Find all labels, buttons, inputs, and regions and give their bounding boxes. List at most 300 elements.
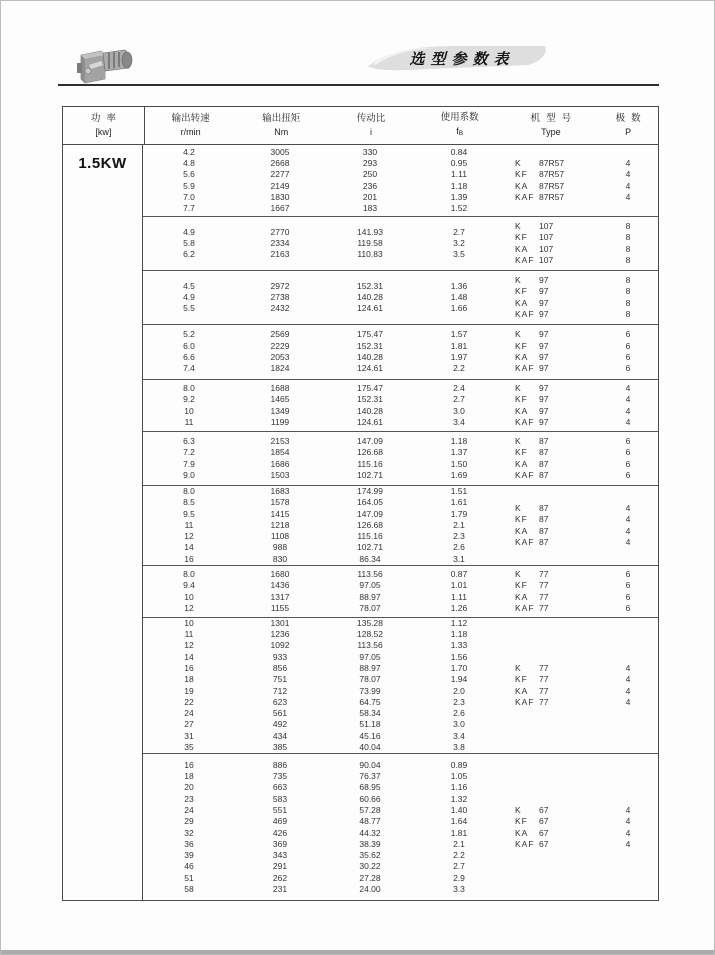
torque-cell: 1415 [270,508,290,519]
type-cell [503,663,598,674]
model-row [503,816,658,827]
type-cell [503,459,598,470]
service-factor-cell: 2.9 [453,872,465,883]
type-prefix: K [515,568,522,579]
type-prefix: KAF [515,254,535,265]
speed-cell: 39 [184,850,194,861]
table-row [143,580,503,591]
speed-cell: 10 [184,617,194,628]
poles-cell: 6 [625,580,631,591]
torque-cell: 988 [272,542,288,553]
speed-cell: 6.3 [183,435,195,446]
ratio-cell: 27.28 [359,872,381,883]
speed-cell: 11 [184,519,194,530]
column-header-type-cn: 机型号 [530,113,578,125]
type-size: 87 [539,536,549,547]
type-prefix: KAF [515,191,535,202]
ratio-cell: 141.93 [357,226,383,237]
type-cell [503,244,598,255]
service-factor-cell: 2.6 [453,542,465,553]
model-row [503,603,658,614]
table-row [143,652,503,663]
service-factor-cell: 2.1 [453,519,465,530]
type-prefix: KA [515,591,529,602]
model-row [503,417,658,428]
model-row [503,697,658,708]
table-row [143,181,503,192]
table-row [143,459,503,470]
ratio-cell: 124.61 [357,363,383,374]
ratio-cell: 45.16 [359,730,381,741]
type-cell [503,417,598,428]
poles-cell: 4 [625,382,631,393]
ratio-cell: 86.34 [359,553,381,564]
type-size: 97 [539,340,549,351]
ratio-cell: 236 [362,180,378,191]
ratio-cell: 76.37 [359,771,381,782]
ratio-group-block [143,325,658,380]
type-prefix: KAF [515,363,535,374]
poles-cell: 4 [625,816,631,827]
speed-cell: 5.5 [183,303,195,314]
speed-cell: 18 [184,771,194,782]
poles-cell: 6 [625,329,631,340]
ratio-cell: 147.09 [357,508,383,519]
model-row [503,341,658,352]
type-size: 77 [539,591,549,602]
ratio-cell: 38.39 [359,838,381,849]
service-factor-cell: 1.33 [450,640,468,651]
type-prefix: K [515,502,522,513]
speed-cell: 4.8 [183,157,195,168]
speed-cell: 8.0 [183,382,195,393]
speed-cell: 5.9 [183,180,195,191]
type-size: 97 [539,363,549,374]
title-banner [365,44,551,72]
ratio-group-block [143,380,658,432]
header-divider-rule [58,84,659,86]
column-header-speed [145,107,237,144]
numeric-rows [143,147,503,215]
ratio-cell: 102.71 [357,469,383,480]
type-size: 107 [539,243,554,254]
column-header-torque [236,107,326,144]
column-header-power-unit: [kw] [95,126,112,137]
torque-cell: 1349 [270,405,290,416]
data-blocks [143,145,658,901]
speed-cell: 20 [184,782,194,793]
type-cell [503,329,598,340]
table-row [143,447,503,458]
service-factor-cell: 1.70 [450,662,468,673]
speed-cell: 46 [184,861,194,872]
type-prefix: K [515,435,522,446]
speed-cell: 9.2 [183,394,195,405]
type-prefix: KF [515,514,528,525]
service-factor-cell: 2.0 [453,685,465,696]
torque-cell: 1092 [270,640,290,651]
column-header-poles-symbol: P [625,126,632,137]
table-row [143,249,503,260]
torque-cell: 1301 [270,617,290,628]
poles-cell: 8 [625,274,631,285]
type-prefix: KF [515,286,528,297]
service-factor-cell: 0.87 [450,568,468,579]
table-row [143,816,503,827]
table-row [143,805,503,816]
model-row [503,244,658,255]
ratio-cell: 88.97 [359,591,381,602]
torque-cell: 561 [272,708,288,719]
torque-cell: 2229 [270,340,290,351]
type-prefix: K [515,329,522,340]
type-size: 97 [539,297,549,308]
service-factor-cell: 1.01 [450,580,468,591]
ratio-cell: 140.28 [357,352,383,362]
model-row [503,275,658,286]
type-cell [503,232,598,243]
speed-cell: 6.2 [183,249,195,260]
torque-cell: 1680 [270,568,290,579]
type-size: 77 [539,685,549,696]
service-factor-cell: 3.1 [453,553,465,564]
model-row [503,537,658,548]
poles-cell: 4 [625,157,631,168]
type-prefix: KF [515,674,528,685]
service-factor-cell: 1.97 [450,352,468,362]
column-header-type-en: Type [541,126,561,137]
model-row [503,592,658,603]
type-prefix: K [515,804,522,815]
type-prefix: KA [515,827,529,838]
ratio-cell: 64.75 [359,696,381,707]
model-row [503,805,658,816]
ratio-group-block [143,217,658,271]
torque-cell: 3005 [270,146,290,157]
type-prefix: KF [515,169,528,180]
ratio-cell: 40.04 [359,741,381,752]
type-prefix: KAF [515,536,535,547]
column-header-ratio [326,107,416,144]
poles-cell: 6 [625,340,631,351]
torque-cell: 1824 [270,363,290,374]
gearmotor-illustration [75,41,137,89]
poles-cell: 4 [625,827,631,838]
type-prefix: KF [515,394,528,405]
speed-cell: 8.5 [183,497,195,508]
speed-cell: 6.6 [183,352,195,362]
service-factor-cell: 1.18 [450,180,468,191]
type-cell [503,526,598,537]
poles-cell: 4 [625,394,631,405]
model-row [503,329,658,340]
type-size: 107 [539,232,554,243]
type-prefix: KAF [515,696,535,707]
type-cell [503,697,598,708]
type-prefix: KF [515,580,528,591]
service-factor-cell: 3.5 [453,249,465,260]
service-factor-cell: 3.0 [453,405,465,416]
table-row [143,592,503,603]
column-header-service-factor-symbol: fB [456,125,464,137]
model-row [503,526,658,537]
torque-cell: 1667 [270,203,290,214]
torque-cell: 2277 [270,169,290,180]
speed-cell: 10 [184,405,194,416]
service-factor-cell: 1.18 [450,629,468,640]
table-row [143,147,503,158]
service-factor-cell: 1.81 [450,827,468,838]
torque-cell: 1317 [270,591,290,602]
poles-cell: 8 [625,220,631,231]
service-factor-cell: 1.12 [450,617,468,628]
table-row [143,839,503,850]
ratio-cell: 113.56 [357,640,383,651]
ratio-cell: 124.61 [357,416,383,427]
type-size: 77 [539,568,549,579]
speed-cell: 5.6 [183,169,195,180]
type-cell [503,839,598,850]
table-row [143,663,503,674]
speed-cell: 29 [184,816,194,827]
table-row [143,394,503,405]
type-size: 97 [539,382,549,393]
type-size: 87 [539,525,549,536]
poles-cell: 8 [625,297,631,308]
speed-cell: 32 [184,827,194,838]
torque-cell: 2738 [270,291,290,302]
torque-cell: 1218 [270,519,290,530]
poles-cell: 6 [625,363,631,374]
table-row [143,417,503,428]
service-factor-cell: 1.18 [450,435,468,446]
ratio-cell: 90.04 [359,759,381,770]
table-row [143,861,503,872]
type-size: 67 [539,804,549,815]
torque-cell: 623 [272,696,288,707]
speed-cell: 58 [184,883,194,894]
type-cell [503,503,598,514]
poles-cell: 6 [625,568,631,579]
speed-cell: 36 [184,838,194,849]
torque-cell: 2668 [270,157,290,168]
speed-cell: 23 [184,793,194,804]
speed-cell: 51 [184,872,194,883]
type-cell [503,514,598,525]
column-header-type [504,107,599,144]
service-factor-cell: 1.48 [450,291,468,302]
type-prefix: KAF [515,416,535,427]
poles-cell: 8 [625,243,631,254]
type-prefix: KA [515,297,529,308]
ratio-group-block [143,566,658,618]
speed-cell: 10 [184,591,194,602]
poles-cell: 4 [625,696,631,707]
type-size: 97 [539,405,549,416]
ratio-group-block [143,432,658,486]
speed-cell: 7.0 [183,191,195,202]
type-prefix: KF [515,816,528,827]
ratio-group-block [143,271,658,325]
torque-cell: 2569 [270,329,290,340]
column-header-speed-cn: 输出转速 [171,113,210,125]
poles-cell: 4 [625,525,631,536]
model-row [503,394,658,405]
model-row [503,352,658,363]
service-factor-cell: 3.8 [453,741,465,752]
ratio-cell: 73.99 [359,685,381,696]
speed-cell: 7.9 [183,458,195,469]
torque-cell: 856 [272,662,288,673]
numeric-rows [143,436,503,481]
power-rating-label: 1.5KW [78,155,127,172]
model-row [503,169,658,180]
poles-cell: 6 [625,435,631,446]
ratio-cell: 152.31 [357,394,383,405]
type-cell [503,447,598,458]
poles-cell: 6 [625,591,631,602]
type-size: 77 [539,662,549,673]
speed-cell: 14 [184,542,194,553]
type-cell [503,592,598,603]
model-rows [503,329,658,374]
selection-parameter-table [62,106,659,901]
ratio-cell: 58.34 [359,708,381,719]
type-size: 77 [539,602,549,613]
type-size: 87 [539,447,549,458]
numeric-rows [143,486,503,565]
poles-cell: 4 [625,685,631,696]
type-prefix: KA [515,352,529,362]
model-row [503,309,658,320]
table-row [143,618,503,629]
speed-cell: 4.9 [183,226,195,237]
numeric-rows [143,227,503,261]
table-row [143,509,503,520]
table-row [143,192,503,203]
type-size: 97 [539,274,549,285]
type-size: 77 [539,696,549,707]
service-factor-cell: 1.26 [450,602,468,613]
table-row [143,760,503,771]
table-row [143,771,503,782]
table-row [143,406,503,417]
service-factor-cell: 2.1 [453,838,465,849]
type-cell [503,603,598,614]
column-header-poles [598,107,658,144]
type-size: 87 [539,435,549,446]
table-row [143,873,503,884]
torque-cell: 1155 [270,602,290,613]
model-row [503,839,658,850]
ratio-cell: 147.09 [357,435,383,446]
torque-cell: 933 [272,651,288,662]
table-row [143,569,503,580]
table-row [143,828,503,839]
ratio-group-block [143,618,658,754]
type-size: 87 [539,502,549,513]
service-factor-cell: 1.11 [451,591,467,602]
ratio-cell: 293 [362,157,378,168]
poles-cell: 8 [625,254,631,265]
torque-cell: 492 [272,719,288,730]
type-prefix: KA [515,243,529,254]
speed-cell: 16 [184,759,194,770]
speed-cell: 14 [184,651,194,662]
torque-cell: 2153 [270,435,290,446]
service-factor-cell: 2.3 [453,531,465,542]
speed-cell: 8.0 [183,568,195,579]
service-factor-cell: 1.32 [450,793,468,804]
torque-cell: 735 [272,771,288,782]
table-row [143,731,503,742]
service-factor-cell: 3.2 [453,237,465,248]
service-factor-cell: 1.11 [451,169,467,180]
column-header-speed-unit: r/min [180,126,201,137]
service-factor-cell: 0.89 [450,759,468,770]
ratio-cell: 164.05 [357,497,383,508]
model-row [503,286,658,297]
type-cell [503,221,598,232]
ratio-cell: 78.07 [359,602,381,613]
type-cell [503,580,598,591]
ratio-cell: 330 [362,146,378,157]
torque-cell: 231 [272,883,288,894]
numeric-rows [143,760,503,896]
ratio-cell: 250 [362,169,378,180]
poles-cell: 8 [625,232,631,243]
ratio-cell: 51.18 [359,719,381,730]
speed-cell: 18 [184,674,194,685]
ratio-cell: 97.05 [359,651,381,662]
table-row [143,303,503,314]
type-size: 87 [539,514,549,525]
service-factor-cell: 1.79 [450,508,468,519]
service-factor-cell: 1.69 [450,469,468,480]
torque-cell: 1854 [270,447,290,458]
column-header-service-factor-cn: 使用系数 [440,112,479,124]
table-row [143,341,503,352]
page-title: 选型参数表 [409,51,515,68]
type-cell [503,816,598,827]
gearmotor-photo-icon [75,41,137,89]
column-header-ratio-cn: 传动比 [356,113,386,125]
type-size: 107 [539,220,554,231]
type-cell [503,192,598,203]
type-prefix: K [515,274,522,285]
model-row [503,470,658,481]
table-row [143,794,503,805]
ratio-cell: 78.07 [359,674,381,685]
type-size: 87R57 [539,157,565,168]
speed-cell: 5.8 [183,237,195,248]
model-rows [503,275,658,320]
table-row [143,719,503,730]
type-size: 97 [539,394,549,405]
ratio-cell: 102.71 [357,542,383,553]
table-row [143,629,503,640]
type-prefix: KAF [515,602,535,613]
model-row [503,181,658,192]
table-row [143,603,503,614]
type-cell [503,406,598,417]
service-factor-cell: 0.84 [450,146,468,157]
table-row [143,203,503,214]
type-prefix: KF [515,447,528,458]
speed-cell: 7.2 [183,447,195,458]
table-row [143,542,503,553]
model-row [503,406,658,417]
